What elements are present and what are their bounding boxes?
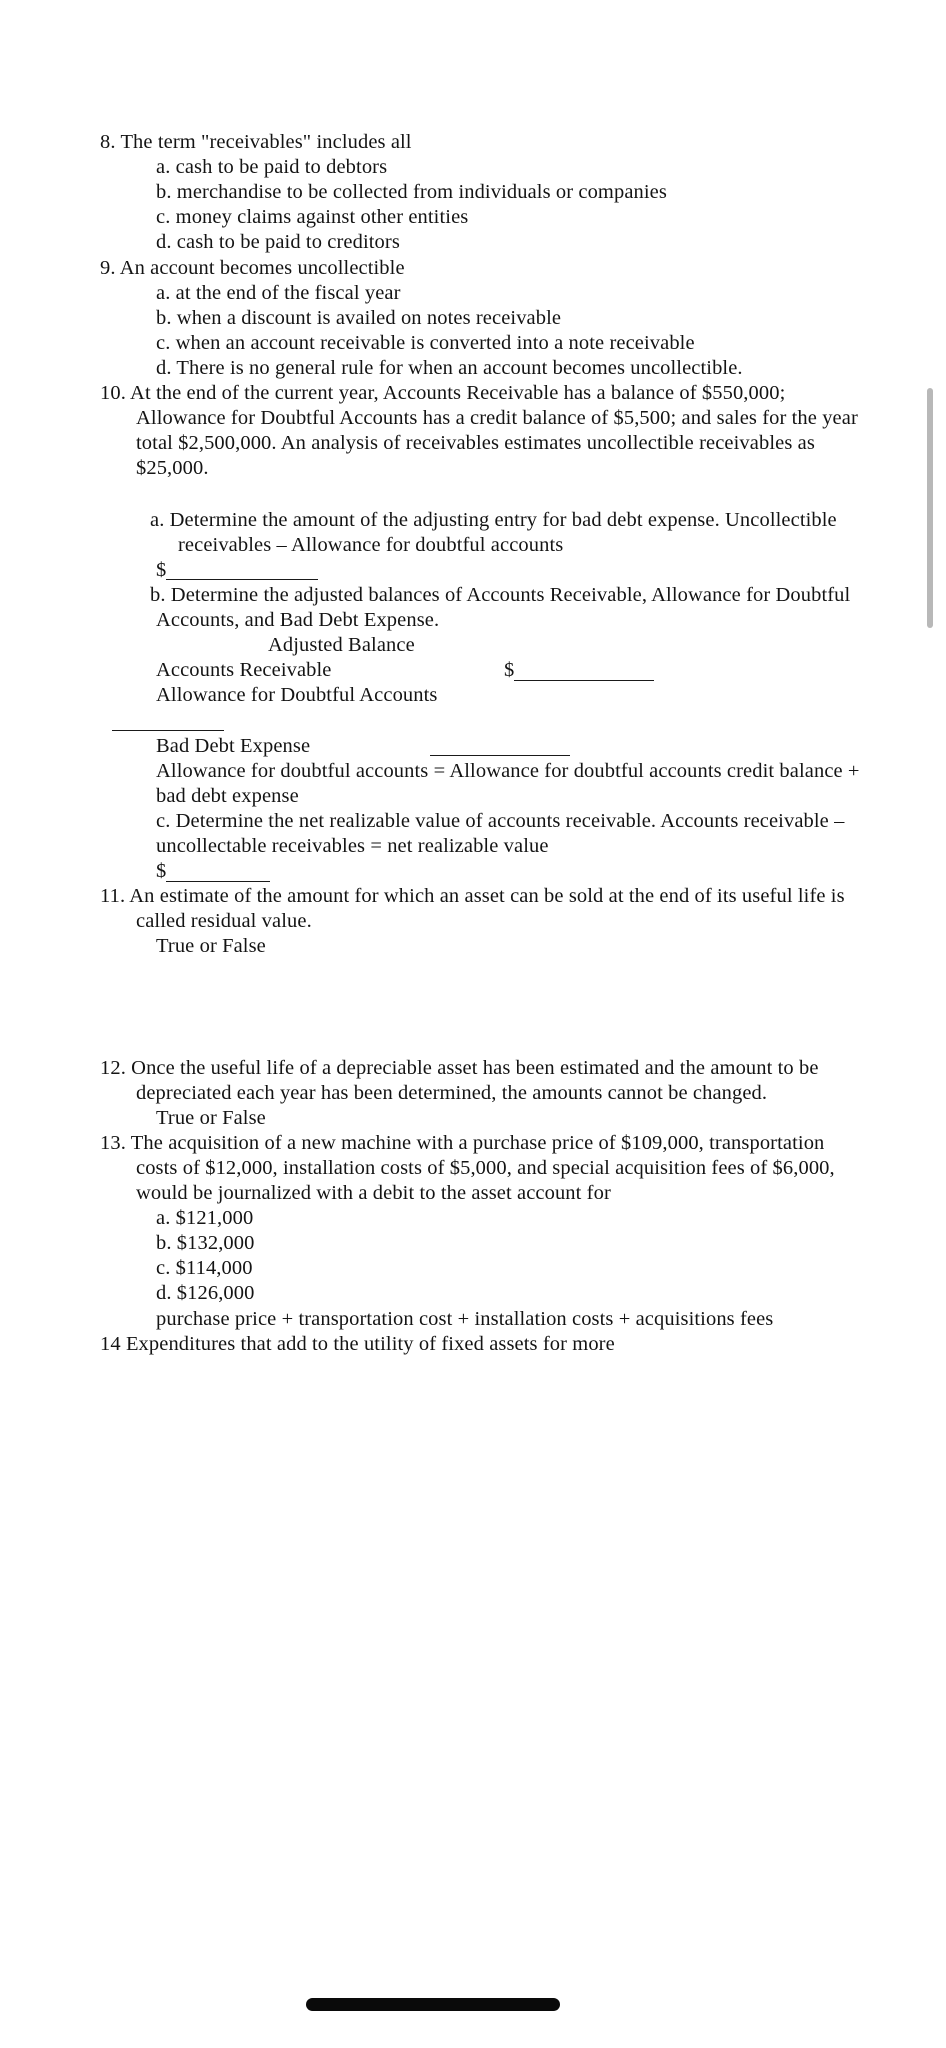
answer-blank-bad-debt-expense[interactable] [430,735,570,756]
question-14 [100,1332,860,1357]
question-8-option-b [100,180,860,205]
row-label-bad-debt-expense: Bad Debt Expense [156,734,311,757]
question-9-option-d [100,356,860,381]
question-10-part-a-answer [100,558,860,583]
question-9-option-c-text: c. when an account receivable is converted into a note receivable [156,331,695,354]
table-row-bad-debt-expense [100,734,860,759]
question-8-number: 8. [100,131,116,153]
table-row-allowance-doubtful [100,683,860,708]
row-value-accounts-receivable [504,658,654,683]
table-row-accounts-receivable [100,658,860,683]
question-12-answer-prompt: True or False [156,1106,266,1129]
question-12-text: Once the useful life of a depreciable asset has been estimated and the amount to be depreciated each year has been determined, the amounts cannot be changed. [131,1056,819,1104]
question-10-part-b-formula: Allowance for doubtful accounts = Allowance for doubtful accounts credit balance + bad debt expense [156,759,860,807]
answer-blank-a[interactable] [166,559,318,580]
question-13-option-c: c. $114,000 [156,1257,253,1280]
question-12-number: 12. [100,1056,126,1079]
row-label-accounts-receivable: Accounts Receivable [156,659,332,682]
question-9-option-a: a. at the end of the fiscal year [156,281,401,304]
question-8-text: The term "receivables" includes all [120,131,412,153]
question-10-part-c-label: c. Determine the net realizable value of accounts receivable. Accounts receivable – uncollectable receivables = net realizable value [156,809,845,857]
answer-blank-allowance-doubtful[interactable] [112,710,224,731]
answer-blank-c[interactable] [166,861,270,882]
question-12 [100,1056,860,1131]
spacer [100,482,860,508]
question-13 [100,1131,860,1332]
question-9-number: 9. [100,256,116,279]
question-13-number: 13. [100,1131,126,1154]
question-10-part-b-label: b. Determine the adjusted balances of Accounts Receivable, Allowance for Doubtful Accounts, and Bad Debt Expense. [150,583,851,631]
row-label-allowance-doubtful: Allowance for Doubtful Accounts [156,684,438,707]
vertical-scrollbar-thumb[interactable] [927,388,933,628]
question-11-answer-prompt: True or False [156,935,266,958]
spacer [100,960,860,1056]
question-13-option-b: b. $132,000 [156,1232,255,1255]
question-10-part-a-label: a. Determine the amount of the adjusting entry for bad debt expense. Uncollectible receivables – Allowance for doubtful accounts [150,508,837,556]
question-9-option-b: b. when a discount is availed on notes receivable [156,306,562,329]
question-12-stem [100,1056,860,1106]
question-13-stem [100,1131,860,1206]
question-13-note [100,1307,860,1332]
adjusted-balance-text: Adjusted Balance [268,634,415,657]
question-11-text: An estimate of the amount for which an asset can be sold at the end of its useful life is called residual value. [129,885,845,933]
currency-symbol: $ [156,860,167,883]
question-11-stem [100,884,860,934]
answer-blank-accounts-receivable[interactable] [514,660,654,681]
question-13-note-text: purchase price + transportation cost + installation costs + acquisitions fees [156,1307,774,1330]
question-10-stem [100,381,860,481]
currency-symbol: $ [156,558,167,581]
document-body [100,130,860,1357]
question-9-text: An account becomes uncollectible [119,256,405,279]
question-10-part-c-answer [100,859,860,884]
vertical-scrollbar-track[interactable] [931,0,941,2048]
question-8-stem [100,130,860,155]
question-14-stem [100,1332,860,1357]
question-9 [100,256,860,382]
question-8-option-b-text: b. merchandise to be collected from individuals or companies [156,181,667,204]
question-10-number: 10. [100,382,126,405]
question-11-number: 11. [100,885,126,908]
question-10-adjusted-balance-header [100,633,860,658]
question-9-stem [100,256,860,281]
question-13-option-a: a. $121,000 [156,1207,254,1230]
currency-symbol: $ [504,659,515,682]
question-13-text: The acquisition of a new machine with a purchase price of $109,000, transportation costs of $12,000, installation costs of $5,000, and special acquisition fees of $6,000, would be journalized with a debit to the asset account for [130,1131,835,1205]
question-9-option-d-text: d. There is no general rule for when an account becomes uncollectible. [156,356,743,379]
question-11 [100,884,860,959]
question-9-option-c [100,331,860,356]
question-8-option-c: c. money claims against other entities [156,206,469,229]
question-14-text: Expenditures that add to the utility of fixed assets for more [125,1332,615,1355]
question-8-option-d: d. cash to be paid to creditors [156,231,400,254]
answer-blank-allowance-row [100,708,860,733]
question-10-text: At the end of the current year, Accounts Receivable has a balance of $550,000; Allowance for Doubtful Accounts has a credit balance of $5,500; and sales for the year total $2,500,000. An analysis of receivables estimates uncollectible receivables as $25,000. [130,382,858,480]
question-10 [100,381,860,884]
question-8-option-a: a. cash to be paid to debtors [156,156,388,179]
question-13-option-d: d. $126,000 [156,1282,255,1305]
question-14-number: 14 [100,1332,121,1355]
row-value-bad-debt-expense [430,734,570,759]
redaction-bar [306,1998,560,2011]
question-8 [100,130,860,256]
